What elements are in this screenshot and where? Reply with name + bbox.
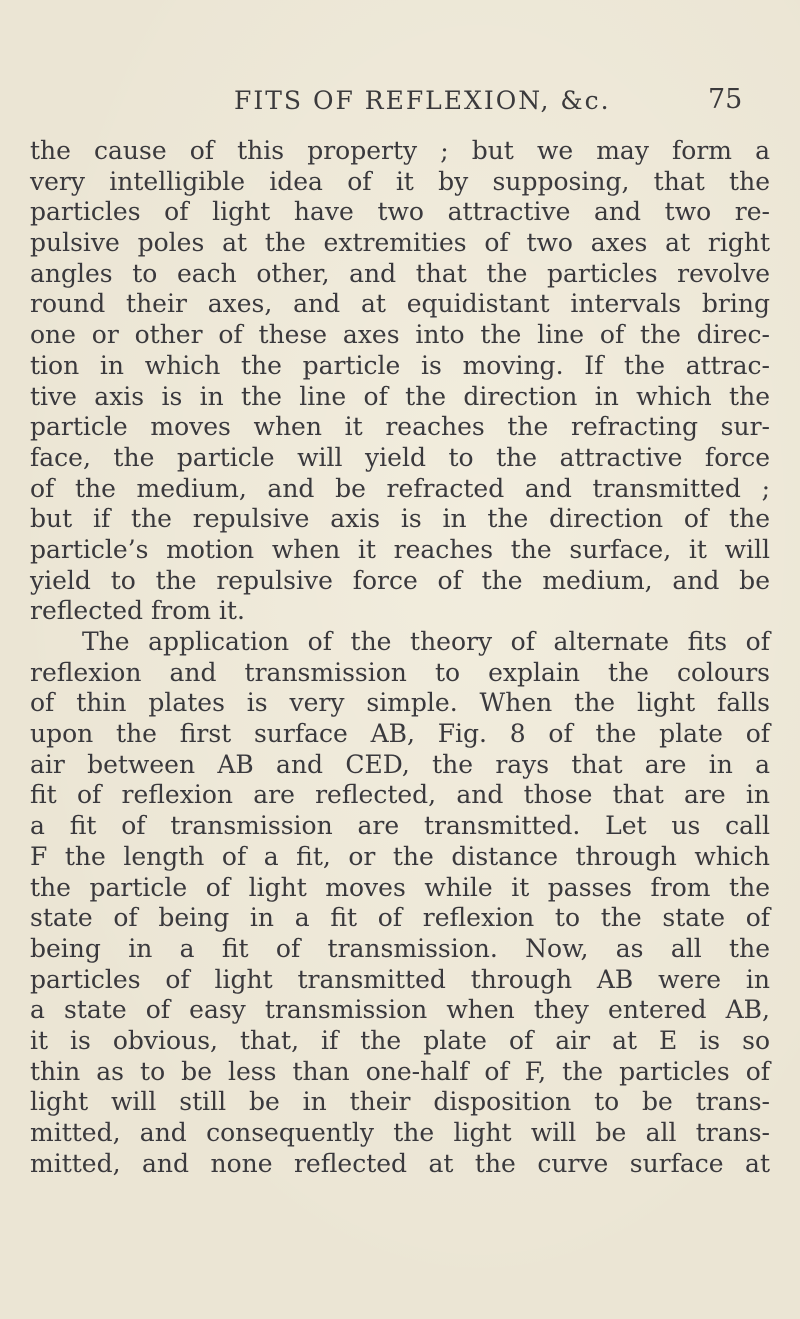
- text-line: mitted, and consequently the light will be all trans-: [30, 1118, 770, 1147]
- paragraph-end-line: reflected from it.: [30, 596, 245, 626]
- text-line: a fit of transmission are transmitted. Let us call: [30, 811, 770, 841]
- text-line: pulsive poles at the extremities of two axes at right: [30, 228, 770, 258]
- text-line: light will still be in their disposition to be trans-: [30, 1087, 770, 1117]
- text-line: the cause of this property ; but we may form a: [30, 136, 770, 165]
- text-line: round their axes, and at equidistant intervals bring: [30, 289, 770, 319]
- text-line: a state of easy transmission when they entered AB,: [30, 995, 770, 1025]
- page-header: [0, 86, 800, 126]
- text-line: very intelligible idea of it by supposing, that the: [30, 166, 770, 196]
- text-line: the particle of light moves while it passes from the: [30, 872, 770, 902]
- text-line: tion in which the particle is moving. If the attrac-: [30, 350, 770, 380]
- text-line: particles of light have two attractive and two re-: [30, 197, 770, 227]
- text-line: but if the repulsive axis is in the direction of the: [30, 504, 770, 534]
- text-line: tive axis is in the line of the direction in which the: [30, 381, 770, 411]
- text-line: fit of reflexion are reflected, and those that are in: [30, 780, 770, 810]
- paragraph-start-line: The application of the theory of alternate fits of: [82, 627, 770, 656]
- text-line: F the length of a fit, or the distance through which: [30, 841, 770, 871]
- page-number: 75: [708, 84, 743, 115]
- body-text: [30, 136, 770, 1179]
- text-line: yield to the repulsive force of the medium, and be: [30, 565, 770, 595]
- text-line: of the medium, and be refracted and transmitted ;: [30, 473, 770, 503]
- text-line: particle’s motion when it reaches the surface, it will: [30, 534, 770, 564]
- text-line: angles to each other, and that the particles revolve: [30, 258, 770, 288]
- text-line: mitted, and none reflected at the curve surface at: [30, 1148, 770, 1178]
- text-line: it is obvious, that, if the plate of air at E is so: [30, 1025, 770, 1055]
- text-line: air between AB and CED, the rays that are in a: [30, 749, 770, 779]
- text-line: thin as to be less than one-half of F, the particles of: [30, 1056, 770, 1086]
- text-line: being in a fit of transmission. Now, as all the: [30, 933, 770, 963]
- text-line: one or other of these axes into the line of the direc-: [30, 320, 770, 350]
- text-line: reflexion and transmission to explain the colours: [30, 657, 770, 687]
- text-line: state of being in a fit of reflexion to the state of: [30, 903, 770, 933]
- text-line: particles of light transmitted through AB were in: [30, 964, 770, 994]
- text-line: upon the first surface AB, Fig. 8 of the plate of: [30, 719, 770, 749]
- running-head: FITS OF REFLEXION, &c.: [234, 86, 611, 115]
- text-line: particle moves when it reaches the refracting sur-: [30, 412, 770, 442]
- text-line: of thin plates is very simple. When the light falls: [30, 688, 770, 718]
- text-line: face, the particle will yield to the attractive force: [30, 442, 770, 472]
